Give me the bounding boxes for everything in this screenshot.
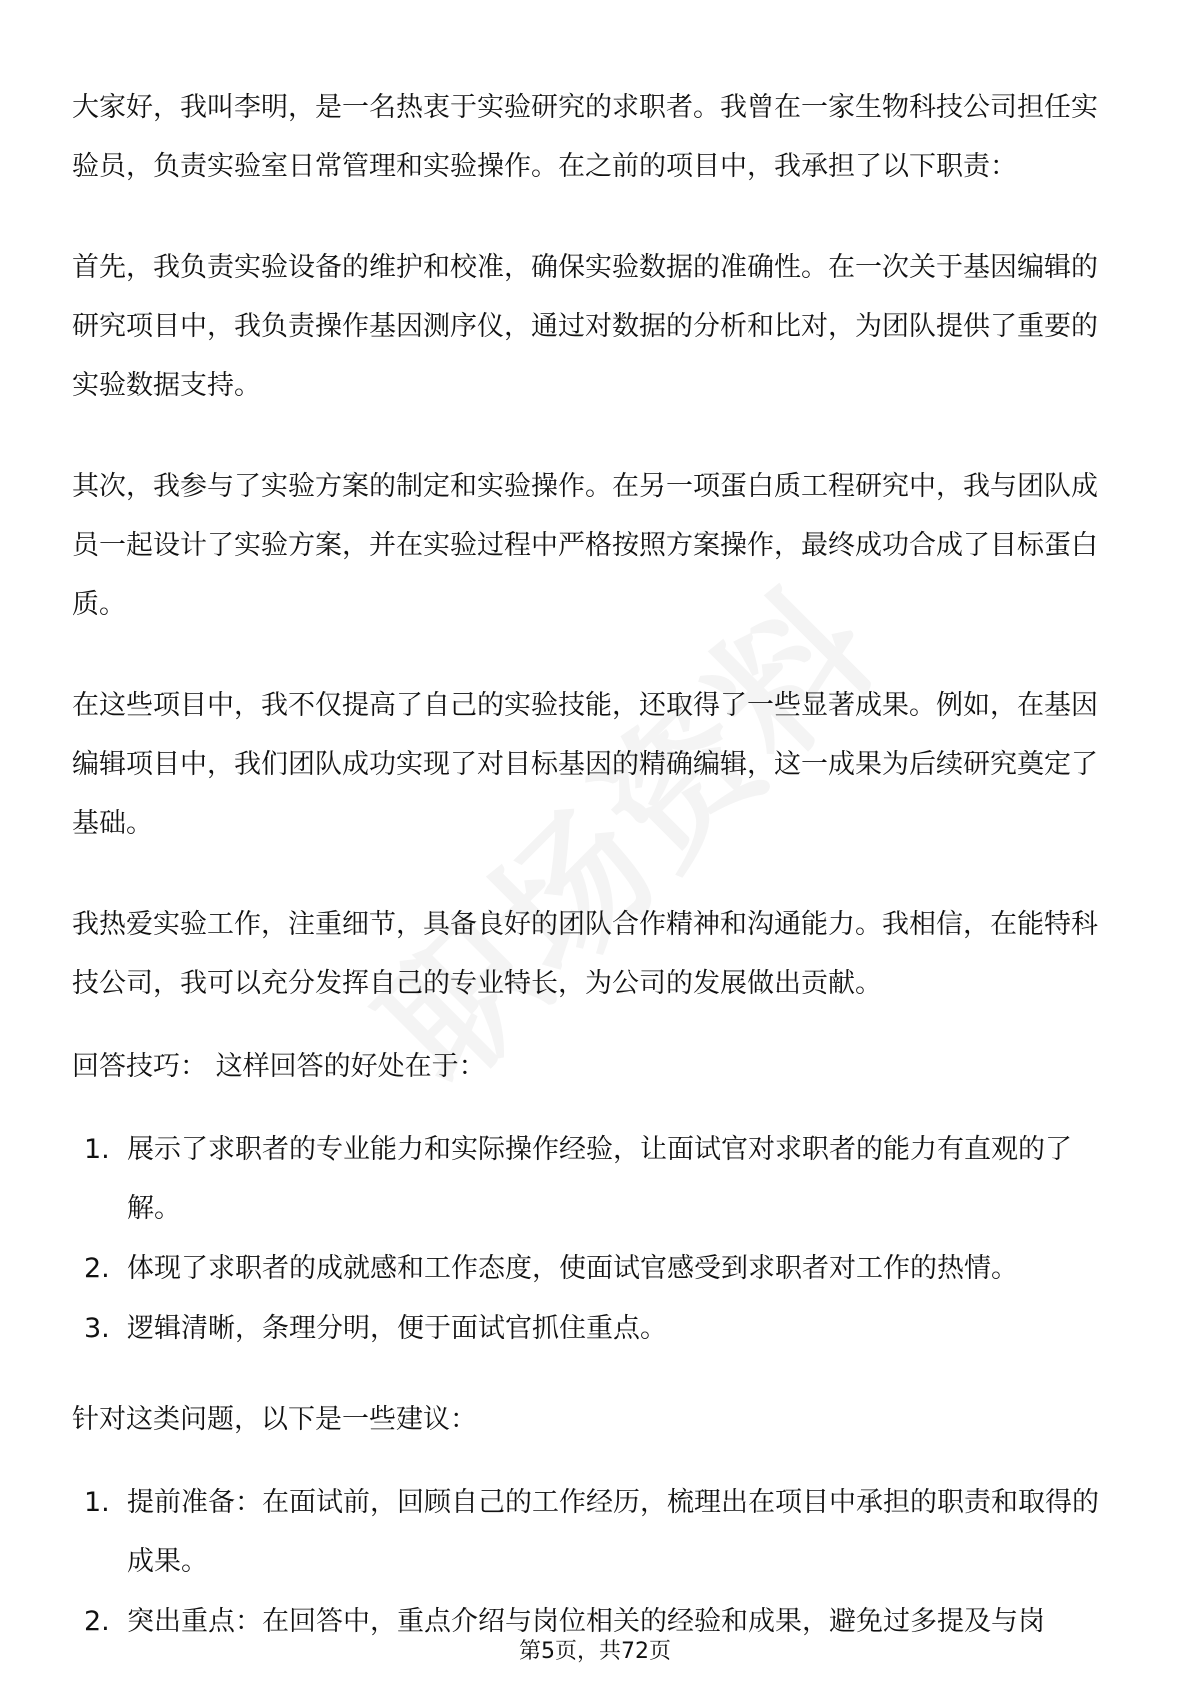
list-item <box>72 1239 1120 1298</box>
list-number: 1. <box>84 1134 110 1165</box>
list-number: 1. <box>84 1487 110 1518</box>
advice-list <box>72 1473 1120 1651</box>
list-text: 提前准备：在面试前，回顾自己的工作经历，梳理出在项目中承担的职责和取得的成果。 <box>127 1487 1099 1577</box>
paragraph-second: 其次，我参与了实验方案的制定和实验操作。在另一项蛋白质工程研究中，我与团队成员一起设计了实验方案，并在实验过程中严格按照方案操作，最终成功合成了目标蛋白质。 <box>72 471 1098 620</box>
paragraph-first: 首先，我负责实验设备的维护和校准，确保实验数据的准确性。在一次关于基因编辑的研究项目中，我负责操作基因测序仪，通过对数据的分析和比对，为团队提供了重要的实验数据支持。 <box>72 252 1098 401</box>
document-body <box>72 78 1120 1683</box>
paragraph-intro: 大家好，我叫李明，是一名热衷于实验研究的求职者。我曾在一家生物科技公司担任实验员，负责实验室日常管理和实验操作。在之前的项目中，我承担了以下职责： <box>72 92 1098 182</box>
paragraph-closing: 我热爱实验工作，注重细节，具备良好的团队合作精神和沟通能力。我相信，在能特科技公司，我可以充分发挥自己的专业特长，为公司的发展做出贡献。 <box>72 909 1098 999</box>
list-item <box>72 1473 1120 1591</box>
tips-list <box>72 1120 1120 1358</box>
page-footer: 第5页，共72页 <box>519 1639 671 1664</box>
list-text: 体现了求职者的成就感和工作态度，使面试官感受到求职者对工作的热情。 <box>127 1253 1018 1284</box>
list-number: 3. <box>84 1313 110 1344</box>
list-item <box>72 1120 1120 1238</box>
list-number: 2. <box>84 1606 110 1637</box>
list-item <box>72 1299 1120 1358</box>
list-text: 展示了求职者的专业能力和实际操作经验，让面试官对求职者的能力有直观的了解。 <box>127 1134 1072 1224</box>
advice-heading: 针对这类问题，以下是一些建议： <box>72 1404 477 1435</box>
list-text: 突出重点：在回答中，重点介绍与岗位相关的经验和成果，避免过多提及与岗 <box>127 1606 1045 1637</box>
list-text: 逻辑清晰，条理分明，便于面试官抓住重点。 <box>127 1313 667 1344</box>
tips-heading: 回答技巧： 这样回答的好处在于： <box>72 1051 486 1082</box>
paragraph-results: 在这些项目中，我不仅提高了自己的实验技能，还取得了一些显著成果。例如，在基因编辑项目中，我们团队成功实现了对目标基因的精确编辑，这一成果为后续研究奠定了基础。 <box>72 690 1098 839</box>
list-number: 2. <box>84 1253 110 1284</box>
